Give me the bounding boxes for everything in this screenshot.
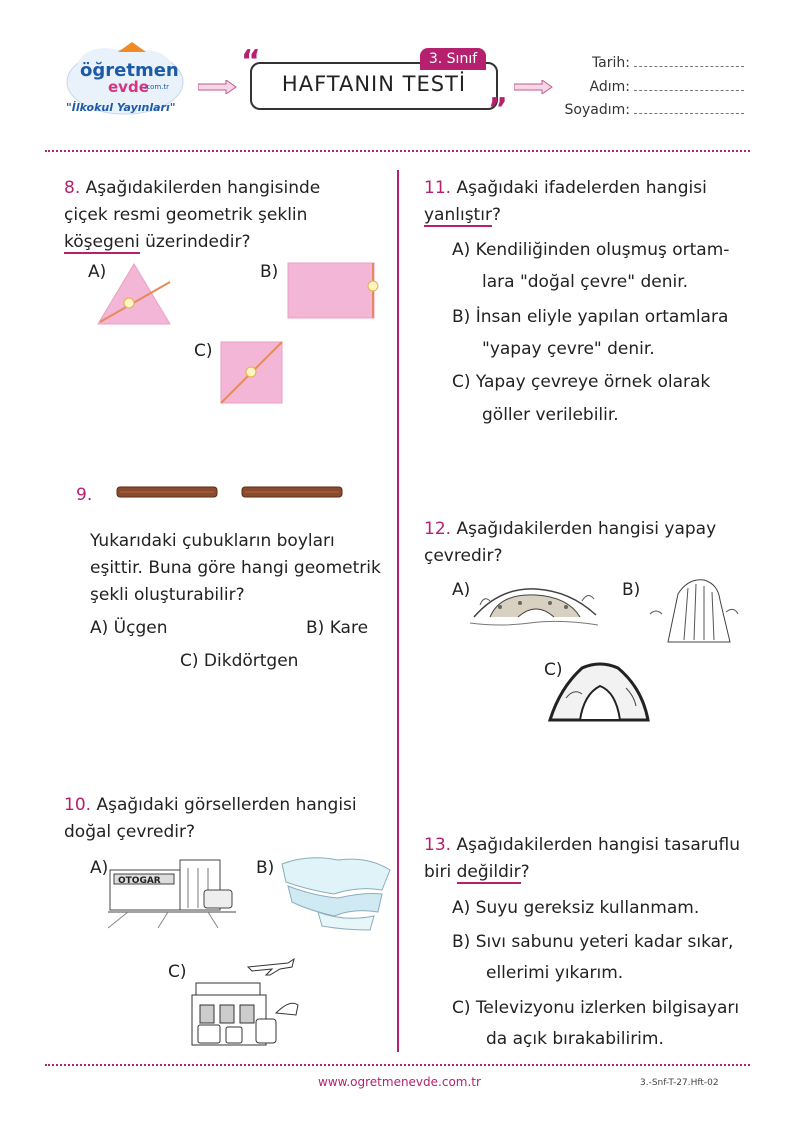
question-13 <box>424 832 744 886</box>
footer-code: 3.-Snf-T-27.Hft-02 <box>640 1078 719 1088</box>
logo-main: öğretmen <box>80 60 179 81</box>
option-c[interactable]: C) Televizyonu izlerken bilgisayarı <box>452 998 740 1018</box>
option-b-cont: ellerimi yıkarım. <box>486 963 624 983</box>
question-number: 13. <box>424 835 452 855</box>
option-b[interactable]: B) <box>622 580 641 600</box>
question-9-number: 9. <box>76 485 93 505</box>
option-c[interactable]: C) <box>168 962 187 982</box>
option-b[interactable]: B) Kare <box>306 618 369 638</box>
date-label: Tarih: <box>591 55 630 71</box>
underlined-word: yanlıştır <box>424 205 492 225</box>
date-field[interactable] <box>574 55 744 71</box>
question-number: 10. <box>64 795 92 815</box>
question-10 <box>64 792 364 846</box>
question-11 <box>424 175 724 229</box>
triangle-diagonal-shape <box>96 262 172 326</box>
header-divider <box>45 150 750 152</box>
rectangle-side-shape <box>287 262 379 320</box>
option-a[interactable]: A) Kendiliğinden oluşmuş ortam- <box>452 240 730 260</box>
question-text: Aşağıdakilerden hangisi yapay çevredir? <box>424 519 717 566</box>
question-12 <box>424 516 724 570</box>
name-label: Adım: <box>589 79 630 95</box>
question-9-text: Yukarıdaki çubukların boyları eşittir. Buna göre hangi geometrik şekli oluşturabilir? <box>90 531 381 605</box>
page-title: HAFTANIN TESTİ <box>281 72 467 96</box>
airport-image <box>190 955 300 1050</box>
waterfall-image <box>648 574 740 644</box>
stone-bridge-image <box>470 577 600 629</box>
logo-tagline: "İlkokul Yayınları" <box>66 101 176 114</box>
grade-badge: 3. Sınıf <box>420 48 486 70</box>
question-text-end: üzerindedir? <box>139 232 251 252</box>
option-c[interactable]: C) Yapay çevreye örnek olarak <box>452 372 711 392</box>
quote-close-icon: ” <box>488 92 508 127</box>
question-text: Aşağıdaki ifadelerden hangisi <box>456 178 707 198</box>
question-number: 8. <box>64 178 81 198</box>
option-c[interactable]: C) <box>544 660 563 680</box>
option-c-cont: göller verilebilir. <box>482 405 619 425</box>
question-text-end: ? <box>491 205 501 225</box>
question-text: Aşağıdaki görsellerden hangisi doğal çevredir? <box>64 795 357 842</box>
square-diagonal-shape <box>220 341 284 405</box>
option-a[interactable]: A) <box>90 858 109 878</box>
suitcase-icon <box>256 1019 276 1043</box>
option-b[interactable]: B) <box>256 858 275 878</box>
travertine-terraces-image <box>278 850 394 932</box>
sticks-image <box>116 485 346 499</box>
option-b[interactable]: B) <box>260 262 279 282</box>
option-a[interactable]: A) <box>88 262 107 282</box>
logo <box>60 38 190 128</box>
option-c-cont: da açık bırakabilirim. <box>486 1029 664 1049</box>
question-text: Aşağıdakilerden hangisi tasaruflu biri <box>424 835 741 882</box>
suitcase-icon <box>198 1025 220 1043</box>
flower-icon <box>246 367 256 377</box>
quote-open-icon: “ <box>241 44 261 79</box>
sign-text: OTOGAR <box>118 876 161 886</box>
question-number: 11. <box>424 178 452 198</box>
question-8 <box>64 175 364 256</box>
name-field[interactable] <box>574 79 744 95</box>
airplane-icon <box>248 959 294 975</box>
option-b[interactable]: B) Sıvı sabunu yeteri kadar sıkar, <box>452 932 734 952</box>
footer-url[interactable]: www.ogretmenevde.com.tr <box>318 1075 481 1089</box>
question-text: Aşağıdakilerden hangisinde çiçek resmi geometrik şeklin <box>64 178 321 225</box>
surname-field[interactable] <box>560 102 744 118</box>
option-b-cont: "yapay çevre" denir. <box>482 339 655 359</box>
underlined-word: köşegeni <box>64 232 140 252</box>
underlined-word: değildir <box>456 862 521 882</box>
logo-sub: evde <box>108 78 149 96</box>
column-divider <box>397 170 399 1052</box>
surname-label: Soyadım: <box>564 102 630 118</box>
suitcase-icon <box>226 1027 242 1043</box>
flower-icon <box>368 281 378 291</box>
option-c[interactable]: C) <box>194 341 213 361</box>
arrow-right-icon <box>198 80 238 94</box>
bus-station-image <box>108 850 238 930</box>
option-a[interactable]: A) <box>452 580 471 600</box>
option-c[interactable]: C) Dikdörtgen <box>180 651 299 671</box>
logo-domain: .com.tr <box>144 83 170 91</box>
option-a[interactable]: A) Suyu gereksiz kullanmam. <box>452 898 700 918</box>
option-a[interactable]: A) Üçgen <box>90 618 168 638</box>
option-b[interactable]: B) İnsan eliyle yapılan ortamlara <box>452 307 729 327</box>
footer-divider <box>45 1064 750 1066</box>
arrow-right-icon <box>514 80 554 94</box>
question-text-end: ? <box>520 862 530 882</box>
flower-icon <box>124 298 134 308</box>
option-a-cont: lara "doğal çevre" denir. <box>482 272 689 292</box>
question-number: 12. <box>424 519 452 539</box>
cave-rock-image <box>546 658 652 724</box>
